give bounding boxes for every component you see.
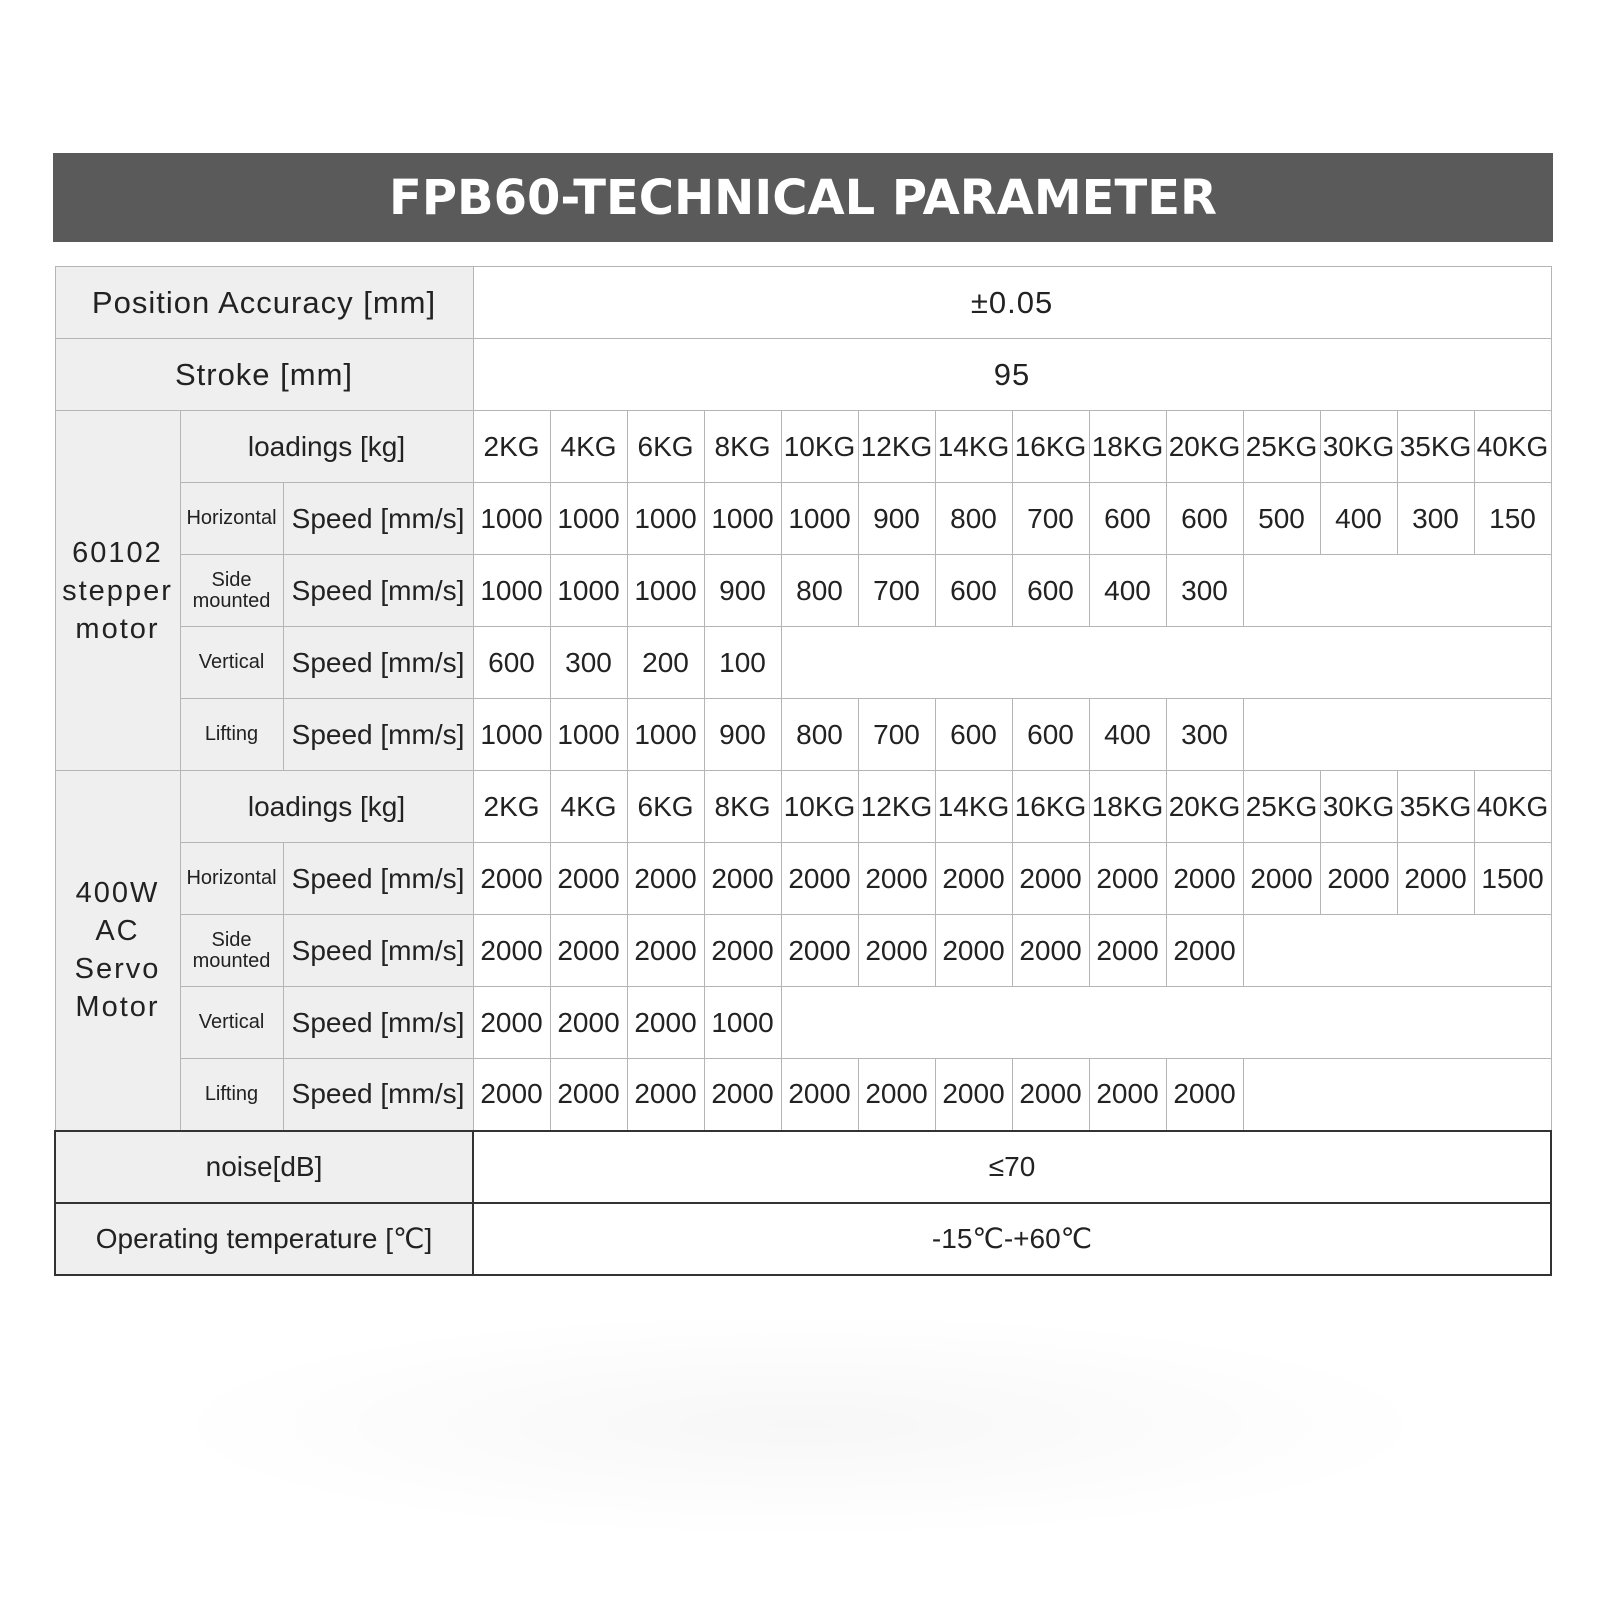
- loading-cell: 4KG: [550, 411, 627, 483]
- stepper-speed-row: [55, 699, 1551, 771]
- speed-value-cell: 2000: [1320, 843, 1397, 915]
- empty-cell: [1474, 627, 1551, 699]
- speed-value-cell: 300: [1166, 699, 1243, 771]
- speed-value-cell: 1000: [550, 699, 627, 771]
- motor-name-line: 60102: [72, 536, 163, 569]
- mounting-mode-label: Vertical: [180, 987, 283, 1059]
- loading-cell: 35KG: [1397, 411, 1474, 483]
- loading-cell: 2KG: [473, 411, 550, 483]
- speed-value-cell: 2000: [781, 1059, 858, 1131]
- mounting-mode-label: Vertical: [180, 627, 283, 699]
- speed-value-cell: 800: [781, 699, 858, 771]
- speed-value-cell: 1000: [550, 555, 627, 627]
- speed-label: Speed [mm/s]: [283, 627, 473, 699]
- servo-motor-label: [55, 771, 180, 1131]
- temperature-value: -15℃-+60℃: [473, 1203, 1551, 1275]
- empty-cell: [1166, 627, 1243, 699]
- speed-value-cell: 2000: [1012, 915, 1089, 987]
- speed-value-cell: 1000: [627, 555, 704, 627]
- speed-value-cell: 2000: [935, 843, 1012, 915]
- speed-value-cell: 500: [1243, 483, 1320, 555]
- empty-cell: [858, 987, 935, 1059]
- loading-cell: 2KG: [473, 771, 550, 843]
- speed-value-cell: 2000: [1012, 843, 1089, 915]
- loading-cell: 20KG: [1166, 771, 1243, 843]
- mounting-mode-label: Lifting: [180, 1059, 283, 1131]
- speed-value-cell: 2000: [550, 915, 627, 987]
- speed-value-cell: 600: [1089, 483, 1166, 555]
- mounting-mode-label: Side mounted: [180, 915, 283, 987]
- loading-cell: 16KG: [1012, 411, 1089, 483]
- speed-value-cell: 1000: [473, 555, 550, 627]
- loading-cell: 6KG: [627, 771, 704, 843]
- speed-value-cell: 2000: [473, 915, 550, 987]
- speed-label: Speed [mm/s]: [283, 483, 473, 555]
- speed-value-cell: 2000: [781, 915, 858, 987]
- speed-value-cell: 2000: [627, 987, 704, 1059]
- speed-label: Speed [mm/s]: [283, 555, 473, 627]
- empty-cell: [1397, 627, 1474, 699]
- speed-value-cell: 1000: [550, 483, 627, 555]
- speed-value-cell: 2000: [627, 1059, 704, 1131]
- loadings-label: loadings [kg]: [180, 411, 473, 483]
- speed-label: Speed [mm/s]: [283, 987, 473, 1059]
- motor-name-line: stepper: [62, 574, 173, 607]
- empty-cell: [781, 987, 858, 1059]
- empty-cell: [1089, 987, 1166, 1059]
- speed-value-cell: 2000: [858, 1059, 935, 1131]
- page-title: FPB60-TECHNICAL PARAMETER: [53, 153, 1553, 242]
- empty-cell: [1474, 699, 1551, 771]
- position-accuracy-value: ±0.05: [473, 267, 1551, 339]
- speed-value-cell: 700: [858, 699, 935, 771]
- speed-value-cell: 2000: [858, 843, 935, 915]
- speed-value-cell: 2000: [935, 915, 1012, 987]
- speed-label: Speed [mm/s]: [283, 843, 473, 915]
- empty-cell: [1474, 1059, 1551, 1131]
- background-shadow: [150, 1310, 1450, 1540]
- empty-cell: [1243, 627, 1320, 699]
- empty-cell: [1166, 987, 1243, 1059]
- speed-value-cell: 2000: [704, 915, 781, 987]
- speed-value-cell: 2000: [858, 915, 935, 987]
- stepper-speed-row: [55, 627, 1551, 699]
- empty-cell: [935, 627, 1012, 699]
- empty-cell: [1320, 627, 1397, 699]
- speed-value-cell: 1000: [473, 483, 550, 555]
- speed-value-cell: 2000: [1089, 915, 1166, 987]
- servo-speed-row: [55, 1059, 1551, 1131]
- loading-cell: 25KG: [1243, 411, 1320, 483]
- empty-cell: [1243, 699, 1320, 771]
- empty-cell: [1397, 915, 1474, 987]
- speed-value-cell: 2000: [935, 1059, 1012, 1131]
- loading-cell: 18KG: [1089, 771, 1166, 843]
- empty-cell: [1397, 1059, 1474, 1131]
- loading-cell: 8KG: [704, 771, 781, 843]
- speed-value-cell: 2000: [1166, 915, 1243, 987]
- empty-cell: [1320, 1059, 1397, 1131]
- speed-value-cell: 600: [1166, 483, 1243, 555]
- speed-value-cell: 2000: [1166, 843, 1243, 915]
- speed-value-cell: 2000: [473, 987, 550, 1059]
- speed-value-cell: 700: [858, 555, 935, 627]
- speed-value-cell: 400: [1089, 555, 1166, 627]
- empty-cell: [1243, 987, 1320, 1059]
- speed-value-cell: 2000: [781, 843, 858, 915]
- position-accuracy-label: Position Accuracy [mm]: [55, 267, 473, 339]
- speed-value-cell: 2000: [550, 1059, 627, 1131]
- loading-cell: 20KG: [1166, 411, 1243, 483]
- empty-cell: [1012, 987, 1089, 1059]
- empty-cell: [1243, 1059, 1320, 1131]
- stroke-label: Stroke [mm]: [55, 339, 473, 411]
- speed-value-cell: 300: [550, 627, 627, 699]
- loading-cell: 30KG: [1320, 771, 1397, 843]
- speed-value-cell: 300: [1397, 483, 1474, 555]
- speed-value-cell: 900: [858, 483, 935, 555]
- speed-value-cell: 2000: [1089, 843, 1166, 915]
- empty-cell: [1397, 555, 1474, 627]
- empty-cell: [1474, 987, 1551, 1059]
- loading-cell: 14KG: [935, 771, 1012, 843]
- stepper-motor-label: [55, 411, 180, 771]
- empty-cell: [1320, 555, 1397, 627]
- stepper-speed-row: [55, 555, 1551, 627]
- empty-cell: [1012, 627, 1089, 699]
- spec-table-body: [55, 267, 1551, 1275]
- motor-name-line: Motor: [75, 991, 160, 1024]
- speed-value-cell: 150: [1474, 483, 1551, 555]
- speed-value-cell: 1000: [473, 699, 550, 771]
- speed-value-cell: 600: [473, 627, 550, 699]
- speed-value-cell: 400: [1320, 483, 1397, 555]
- noise-row: [55, 1131, 1551, 1203]
- loading-cell: 16KG: [1012, 771, 1089, 843]
- speed-value-cell: 1000: [627, 699, 704, 771]
- speed-label: Speed [mm/s]: [283, 699, 473, 771]
- empty-cell: [935, 987, 1012, 1059]
- stepper-speed-row: [55, 483, 1551, 555]
- loading-cell: 30KG: [1320, 411, 1397, 483]
- speed-value-cell: 800: [781, 555, 858, 627]
- speed-value-cell: 2000: [1397, 843, 1474, 915]
- speed-value-cell: 1500: [1474, 843, 1551, 915]
- speed-label: Speed [mm/s]: [283, 1059, 473, 1131]
- speed-value-cell: 1000: [704, 483, 781, 555]
- empty-cell: [1089, 627, 1166, 699]
- temperature-label: Operating temperature [℃]: [55, 1203, 473, 1275]
- speed-value-cell: 2000: [473, 1059, 550, 1131]
- loading-cell: 4KG: [550, 771, 627, 843]
- empty-cell: [1474, 915, 1551, 987]
- empty-cell: [1474, 555, 1551, 627]
- speed-value-cell: 1000: [781, 483, 858, 555]
- motor-name-line: 400W: [75, 877, 160, 910]
- speed-value-cell: 2000: [1243, 843, 1320, 915]
- speed-value-cell: 2000: [704, 843, 781, 915]
- empty-cell: [858, 627, 935, 699]
- speed-label: Speed [mm/s]: [283, 915, 473, 987]
- empty-cell: [1320, 699, 1397, 771]
- mounting-mode-label: Horizontal: [180, 483, 283, 555]
- speed-value-cell: 600: [935, 555, 1012, 627]
- stroke-row: [55, 339, 1551, 411]
- stepper-loadings-row: [55, 411, 1551, 483]
- speed-value-cell: 900: [704, 555, 781, 627]
- loading-cell: 10KG: [781, 411, 858, 483]
- empty-cell: [1397, 987, 1474, 1059]
- speed-value-cell: 1000: [627, 483, 704, 555]
- loading-cell: 12KG: [858, 771, 935, 843]
- speed-value-cell: 2000: [550, 843, 627, 915]
- speed-value-cell: 2000: [473, 843, 550, 915]
- speed-value-cell: 300: [1166, 555, 1243, 627]
- speed-value-cell: 800: [935, 483, 1012, 555]
- temperature-row: [55, 1203, 1551, 1275]
- loading-cell: 6KG: [627, 411, 704, 483]
- loading-cell: 40KG: [1474, 411, 1551, 483]
- speed-value-cell: 2000: [627, 915, 704, 987]
- loading-cell: 14KG: [935, 411, 1012, 483]
- speed-value-cell: 600: [1012, 699, 1089, 771]
- speed-value-cell: 700: [1012, 483, 1089, 555]
- speed-value-cell: 200: [627, 627, 704, 699]
- noise-label: noise[dB]: [55, 1131, 473, 1203]
- loading-cell: 8KG: [704, 411, 781, 483]
- servo-loadings-row: [55, 771, 1551, 843]
- speed-value-cell: 400: [1089, 699, 1166, 771]
- speed-value-cell: 2000: [704, 1059, 781, 1131]
- empty-cell: [1320, 915, 1397, 987]
- loading-cell: 25KG: [1243, 771, 1320, 843]
- speed-value-cell: 900: [704, 699, 781, 771]
- servo-speed-row: [55, 987, 1551, 1059]
- motor-name-line: AC: [95, 915, 140, 948]
- mounting-mode-label: Horizontal: [180, 843, 283, 915]
- servo-speed-row: [55, 915, 1551, 987]
- spec-table: [54, 266, 1552, 1276]
- position-accuracy-row: [55, 267, 1551, 339]
- motor-name-line: motor: [75, 612, 160, 645]
- loading-cell: 12KG: [858, 411, 935, 483]
- loading-cell: 40KG: [1474, 771, 1551, 843]
- speed-value-cell: 600: [1012, 555, 1089, 627]
- speed-value-cell: 1000: [704, 987, 781, 1059]
- stroke-value: 95: [473, 339, 1551, 411]
- empty-cell: [1397, 699, 1474, 771]
- servo-speed-row: [55, 843, 1551, 915]
- speed-value-cell: 100: [704, 627, 781, 699]
- mounting-mode-label: Lifting: [180, 699, 283, 771]
- empty-cell: [781, 627, 858, 699]
- empty-cell: [1243, 915, 1320, 987]
- noise-value: ≤70: [473, 1131, 1551, 1203]
- speed-value-cell: 2000: [1166, 1059, 1243, 1131]
- speed-value-cell: 2000: [1012, 1059, 1089, 1131]
- loading-cell: 10KG: [781, 771, 858, 843]
- speed-value-cell: 2000: [1089, 1059, 1166, 1131]
- empty-cell: [1320, 987, 1397, 1059]
- speed-value-cell: 2000: [627, 843, 704, 915]
- loadings-label: loadings [kg]: [180, 771, 473, 843]
- motor-name-line: Servo: [74, 953, 161, 986]
- loading-cell: 18KG: [1089, 411, 1166, 483]
- mounting-mode-label: Side mounted: [180, 555, 283, 627]
- speed-value-cell: 600: [935, 699, 1012, 771]
- empty-cell: [1243, 555, 1320, 627]
- speed-value-cell: 2000: [550, 987, 627, 1059]
- loading-cell: 35KG: [1397, 771, 1474, 843]
